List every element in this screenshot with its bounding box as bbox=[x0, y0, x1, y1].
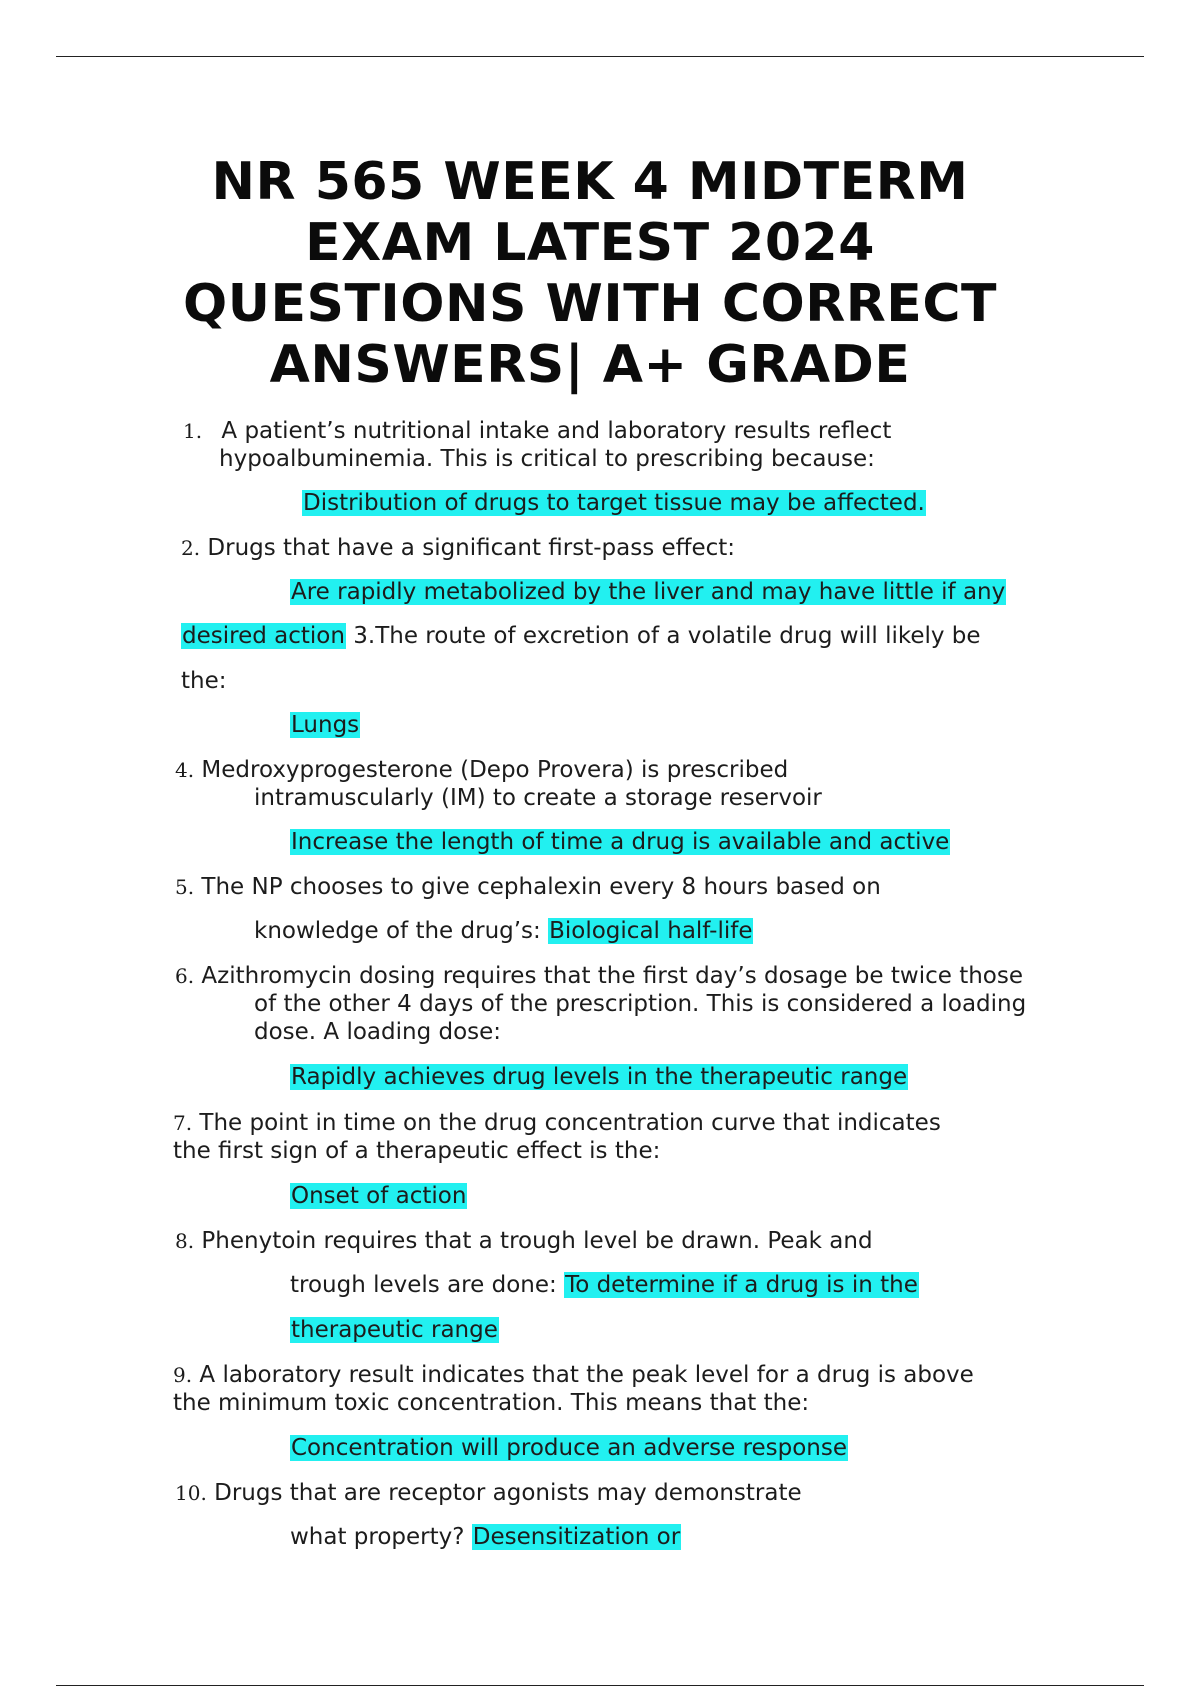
question-text: hypoalbuminemia. This is critical to prescribing because: bbox=[219, 446, 875, 472]
question-number: 2. bbox=[181, 536, 201, 560]
question-4-continued bbox=[254, 784, 822, 812]
question-text: Phenytoin requires that a trough level be drawn. Peak and bbox=[201, 1228, 873, 1254]
question-number: 5. bbox=[175, 875, 195, 899]
question-text: the first sign of a therapeutic effect is the: bbox=[173, 1138, 661, 1164]
question-text: trough levels are done: bbox=[290, 1272, 557, 1298]
highlighted-answer: Onset of action bbox=[291, 1183, 467, 1209]
highlighted-answer: Increase the length of time a drug is available and active bbox=[291, 829, 950, 855]
question-number: 8. bbox=[175, 1229, 195, 1253]
question-number: 6. bbox=[175, 964, 195, 988]
question-text: The NP chooses to give cephalexin every 8 hours based on bbox=[201, 874, 881, 900]
question-2 bbox=[181, 534, 735, 562]
highlighted-answer: therapeutic range bbox=[291, 1317, 498, 1343]
question-text: A patient’s nutritional intake and laboratory results reflect bbox=[221, 418, 892, 444]
question-text: The route of excretion of a volatile drug will likely be bbox=[375, 623, 981, 649]
question-3-continued bbox=[181, 667, 227, 695]
question-7 bbox=[173, 1109, 941, 1137]
question-text: knowledge of the drug’s: bbox=[254, 918, 541, 944]
answer-2-continued bbox=[181, 622, 981, 650]
question-6-continued bbox=[254, 990, 1026, 1018]
question-text: Medroxyprogesterone (Depo Provera) is prescribed bbox=[201, 757, 789, 783]
question-number: 4. bbox=[175, 758, 195, 782]
question-1-continued bbox=[219, 445, 875, 473]
question-6-continued bbox=[254, 1018, 501, 1046]
title-line: ANSWERS| A+ GRADE bbox=[269, 335, 911, 395]
question-number: 3. bbox=[353, 623, 376, 649]
answer-4 bbox=[290, 828, 950, 856]
answer-1 bbox=[302, 489, 926, 517]
question-text: intramuscularly (IM) to create a storage reservoir bbox=[254, 785, 822, 811]
question-10 bbox=[175, 1479, 802, 1507]
title-line: NR 565 WEEK 4 MIDTERM bbox=[211, 152, 969, 212]
highlighted-answer: desired action bbox=[182, 623, 345, 649]
title-line: QUESTIONS WITH CORRECT bbox=[183, 274, 997, 334]
question-text: Drugs that are receptor agonists may demonstrate bbox=[214, 1480, 802, 1506]
question-text: dose. A loading dose: bbox=[254, 1019, 502, 1045]
question-5-continued bbox=[254, 917, 753, 945]
question-text: Azithromycin dosing requires that the first day’s dosage be twice those bbox=[201, 963, 1023, 989]
question-text: the: bbox=[181, 668, 227, 694]
answer-7 bbox=[290, 1182, 467, 1210]
question-6 bbox=[175, 962, 1023, 990]
answer-6 bbox=[290, 1063, 908, 1091]
answer-8-continued bbox=[290, 1316, 499, 1344]
highlighted-answer: Concentration will produce an adverse response bbox=[291, 1435, 848, 1461]
question-7-continued bbox=[173, 1137, 660, 1165]
question-number: 10. bbox=[175, 1481, 207, 1505]
question-number: 9. bbox=[173, 1363, 193, 1387]
question-text: A laboratory result indicates that the peak level for a drug is above bbox=[199, 1362, 974, 1388]
question-8-continued bbox=[290, 1271, 919, 1299]
top-rule bbox=[56, 56, 1144, 57]
question-4 bbox=[175, 756, 788, 784]
question-8 bbox=[175, 1227, 873, 1255]
question-text: the minimum toxic concentration. This means that the: bbox=[173, 1390, 810, 1416]
question-text: The point in time on the drug concentration curve that indicates bbox=[199, 1110, 941, 1136]
question-9 bbox=[173, 1361, 974, 1389]
question-10-continued bbox=[290, 1523, 681, 1551]
answer-9 bbox=[290, 1434, 848, 1462]
document-title bbox=[160, 152, 1020, 396]
question-number: 7. bbox=[173, 1111, 193, 1135]
highlighted-answer: Distribution of drugs to target tissue may be affected. bbox=[303, 490, 925, 516]
highlighted-answer: Biological half-life bbox=[549, 918, 753, 944]
question-9-continued bbox=[173, 1389, 809, 1417]
question-text: of the other 4 days of the prescription. This is considered a loading bbox=[254, 991, 1027, 1017]
question-text: Drugs that have a significant first-pass effect: bbox=[207, 535, 736, 561]
highlighted-answer: Are rapidly metabolized by the liver and may have little if any bbox=[291, 579, 1006, 605]
answer-2 bbox=[290, 578, 1006, 606]
question-text: what property? bbox=[290, 1524, 465, 1550]
title-line: EXAM LATEST 2024 bbox=[305, 213, 875, 273]
answer-3 bbox=[290, 711, 360, 739]
highlighted-answer: Lungs bbox=[291, 712, 360, 738]
question-1 bbox=[183, 417, 891, 445]
highlighted-answer: Desensitization or bbox=[472, 1524, 681, 1550]
highlighted-answer: Rapidly achieves drug levels in the therapeutic range bbox=[291, 1064, 908, 1090]
question-5 bbox=[175, 873, 881, 901]
bottom-rule bbox=[56, 1685, 1144, 1686]
question-number: 1. bbox=[183, 419, 203, 443]
highlighted-answer: To determine if a drug is in the bbox=[565, 1272, 918, 1298]
